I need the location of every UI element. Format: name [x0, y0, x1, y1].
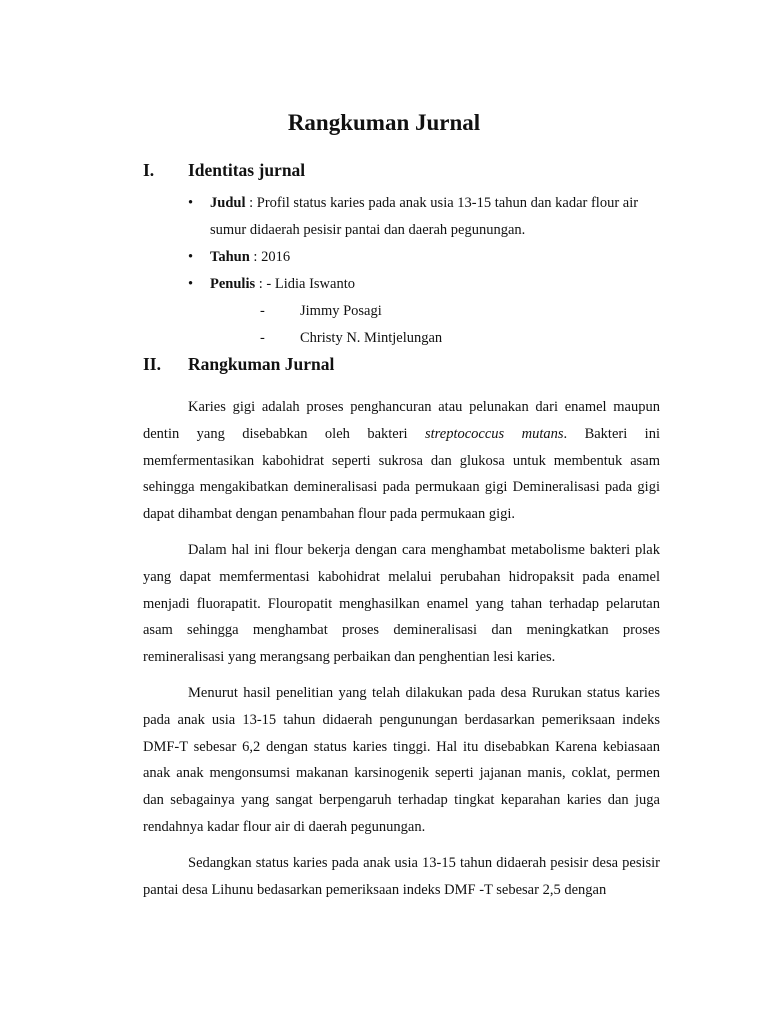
section-number: I. [143, 160, 155, 180]
penulis-label: Penulis [210, 276, 256, 292]
list-item-tahun [188, 244, 668, 271]
summary-body [143, 394, 660, 912]
section-heading-rangkuman [143, 354, 334, 375]
paragraph-2: Dalam hal ini flour bekerja dengan cara menghambat metabolisme bakteri plak yang dapat memfermentasi kabohidrat melalui perubahan hidropaksit pada enamel menjadi fluorapatit. Flouropatit menghasilkan enamel yang tahan terhadap pelarutan asam sehingga menghambat proses demineralisasi dan meningkatkan proses remineralisasi yang merangsang perbaikan dan penghentian lesi karies. [143, 541, 660, 666]
author-name: Jimmy Posagi [300, 303, 382, 319]
tahun-value: : 2016 [249, 249, 291, 265]
section-heading-identitas [143, 160, 305, 181]
paragraph-1 [143, 394, 660, 528]
paragraph-4: Sedangkan status karies pada anak usia 13-15 tahun didaerah pesisir desa pesisir pantai desa Lihunu bedasarkan pemeriksaan indeks DMF -T sebesar 2,5 dengan [143, 854, 660, 898]
bullet-icon: • [188, 249, 194, 265]
species-name: streptococcus mutans [425, 425, 564, 442]
list-item-penulis [188, 271, 668, 298]
section-title: Rangkuman Jurnal [188, 354, 335, 374]
identity-list [188, 190, 668, 352]
document-title: Rangkuman Jurnal [287, 110, 481, 135]
author-item [188, 325, 668, 352]
penulis-value: : - Lidia Iswanto [255, 276, 355, 292]
bullet-icon: • [188, 276, 194, 292]
bullet-icon: • [188, 195, 194, 211]
tahun-label: Tahun [210, 249, 250, 265]
judul-label: Judul [210, 195, 246, 211]
author-name: Christy N. Mintjelungan [300, 330, 443, 346]
judul-value: : Profil status karies pada anak usia 13-15 tahun dan kadar flour air sumur didaerah pesisir pantai dan daerah pegunungan. [210, 195, 639, 238]
paragraph-3: Menurut hasil penelitian yang telah dilakukan pada desa Rurukan status karies pada anak usia 13-15 tahun didaerah pengunungan berdasarkan pemeriksaan indeks DMF-T sebesar 6,2 dengan status karies tinggi. Hal itu disebabkan Karena kebiasaan anak anak mengonsumsi makanan karsinogenik seperti jajanan manis, coklat, permen dan sebagainya yang sangat berpengaruh terhadap tingkat keparahan karies dan juga rendahnya kadar flour air di daerah pegunungan. [143, 684, 660, 835]
author-dash: - [260, 303, 265, 319]
paragraph-text: . Bakteri ini memfermentasikan kabohidrat seperti sukrosa dan glukosa untuk membentuk asam sehingga mengakibatkan demineralisasi pada permukaan gigi Demineralisasi pada gigi dapat dihambat dengan penambahan flour pada permukaan gigi. [143, 425, 660, 523]
section-number: II. [143, 354, 161, 374]
author-dash: - [260, 330, 265, 346]
author-item [188, 298, 668, 325]
section-title: Identitas jurnal [188, 160, 306, 180]
paragraph-text: Karies gigi adalah proses penghancuran atau pelunakan dari enamel maupun dentin yang disebabkan oleh bakteri [143, 399, 660, 442]
list-item-judul [188, 190, 668, 244]
